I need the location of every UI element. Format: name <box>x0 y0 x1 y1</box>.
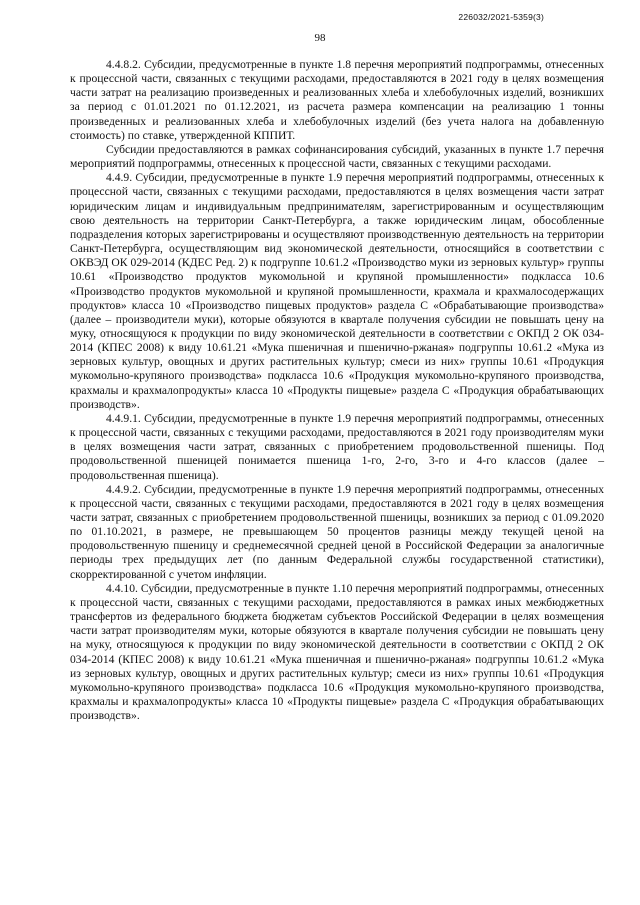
paragraph-4-4-9-1: 4.4.9.1. Субсидии, предусмотренные в пункте 1.9 перечня мероприятий подпрограммы, отнесенных к процессной части, связанных с текущими расходами, предоставляются в 2021 году производителям муки в целях возмещения части затрат, связанных с приобретением продовольственной пшеницы. Под продовольственной пшеницей понимается пшеница 1-го, 2-го, 3-го и 4-го классов (далее – продовольственная пшеница). <box>70 411 604 482</box>
paragraph-4-4-10: 4.4.10. Субсидии, предусмотренные в пункте 1.10 перечня мероприятий подпрограммы, отнесенных к процессной части, связанных с текущими расходами, предоставляются в рамках иных межбюджетных трансфертов из федерального бюджета бюджетам субъектов Российской Федерации в целях возмещения части затрат производителям муки, которые обязуются в квартале получения субсидии не повышать цену на муку, относящуюся к продукции по виду экономической деятельности в соответствии с ОКПД 2 ОК 034-2014 (КПЕС 2008) к виду 10.61.21 «Мука пшеничная и пшенично-ржаная» подгруппы 10.61.2 «Мука из зерновых культур, овощных и других растительных культур; смеси из них» группы 10.61 «Продукция мукомольно-крупяного производства» подкласса 10.6 «Продукция мукомольно-крупяного производства, крахмалы и крахмалопродукты» класса 10 «Продукты пищевые» раздела С «Продукция обрабатывающих производств». <box>70 581 604 723</box>
paragraph-4-4-8-2: 4.4.8.2. Субсидии, предусмотренные в пункте 1.8 перечня мероприятий подпрограммы, отнесенных к процессной части, связанных с текущими расходами, предоставляются в 2021 году в целях возмещения части затрат на реализацию произведенных и реализованных хлеба и хлебобулочных изделий, возникших за период с 01.01.2021 по 01.12.2021, из расчета размера компенсации на реализацию 1 тонны произведенных и реализованных хлеба и хлебобулочных изделий (без учета налога на добавленную стоимость) по ставке, утвержденной КППИТ. <box>70 58 604 142</box>
paragraph-4-4-9-2: 4.4.9.2. Субсидии, предусмотренные в пункте 1.9 перечня мероприятий подпрограммы, отнесенных к процессной части, связанных с текущими расходами, предоставляются в 2021 году в целях возмещения части затрат, связанных с приобретением продовольственной пшеницы, возникших за период с 01.09.2020 по 01.10.2021, в размере, не превышающем 50 процентов разницы между текущей ценой на продовольственную пшеницу и среднемесячной средней ценой в Российской Федерации за аналогичные периоды трех предыдущих лет (по данным Федеральной службы государственной статистики), скорректированной с учетом инфляции. <box>70 482 604 581</box>
page-number: 98 <box>314 32 326 44</box>
paragraph-cofinancing: Субсидии предоставляются в рамках софинансирования субсидий, указанных в пункте 1.7 перечня мероприятий подпрограммы, отнесенных к процессной части, связанных с текущими расходами. <box>70 142 604 171</box>
paragraph-4-4-9: 4.4.9. Субсидии, предусмотренные в пункте 1.9 перечня мероприятий подпрограммы, отнесенных к процессной части, связанных с текущими расходами, предоставляются в целях возмещения части затрат юридическим лицам и индивидуальным предпринимателям, зарегистрированным и осуществляющим свою деятельность на территории Санкт-Петербурга, а также юридическим лицам, обособленные подразделения которых зарегистрированы и осуществляют производственную деятельность на территории Санкт-Петербурга, осуществляющим вид экономической деятельности, относящийся в соответствии с ОКВЭД ОК 029-2014 (КДЕС Ред. 2) к подгруппе 10.61.2 «Производство муки из зерновых культур» группы 10.61 «Производство продуктов мукомольной и крупяной промышленности» подкласса 10.6 «Производство продуктов мукомольной и крупяной промышленности, крахмала и крахмалосодержащих продуктов» класса 10 «Производство пищевых продуктов» раздела С «Обрабатывающие производства» (далее – производители муки), которые обязуются в квартале получения субсидии не повышать цену на муку, относящуюся к продукции по виду экономической деятельности в соответствии с ОКПД 2 ОК 034-2014 (КПЕС 2008) к виду 10.61.21 «Мука пшеничная и пшенично-ржаная» подгруппы 10.61.2 «Мука из зерновых культур, овощных и других растительных культур; смеси из них» группы 10.61 «Продукция мукомольно-крупяного производства» подкласса 10.6 «Продукция мукомольно-крупяного производства, крахмалы и крахмалопродукты» класса 10 «Продукты пищевые» раздела С «Продукция обрабатывающих производств». <box>70 171 604 411</box>
document-id: 226032/2021-5359(3) <box>458 12 544 22</box>
document-body <box>70 58 604 723</box>
